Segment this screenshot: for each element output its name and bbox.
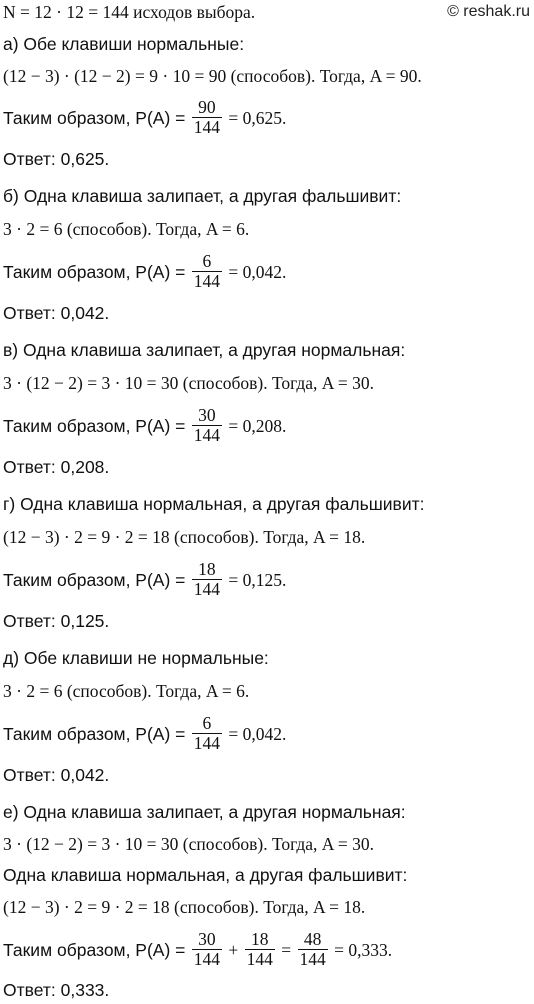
section-e-answer: Ответ: 0,333. (3, 980, 110, 1000)
section-d-calc: 3 · 2 = 6 (способов). Тогда, A = 6. (3, 681, 250, 701)
probability-prefix: Таким образом, P(A) = (3, 107, 186, 128)
section-v-answer: Ответ: 0,208. (3, 457, 110, 477)
section-g-probability (3, 556, 532, 600)
section-v-calc: 3 · (12 − 2) = 3 · 10 = 30 (способов). Тогда, A = 30. (3, 373, 374, 393)
probability-fraction (192, 714, 222, 753)
section-e-subtitle: Одна клавиша нормальная, а другая фальшивит: (3, 865, 408, 885)
probability-prefix: Таким образом, P(A) = (3, 569, 186, 590)
probability-prefix: Таким образом, P(A) = (3, 723, 186, 744)
section-e-probability (3, 926, 532, 970)
section-a-answer: Ответ: 0,625. (3, 149, 110, 169)
probability-prefix: Таким образом, P(A) = (3, 939, 186, 960)
probability-fraction-2 (245, 930, 275, 969)
probability-result: = 0,625. (228, 107, 287, 128)
fraction-denominator: 144 (193, 117, 221, 138)
probability-result: = 0,042. (228, 261, 287, 282)
fraction-numerator: 18 (245, 930, 275, 950)
fraction-denominator: 144 (299, 949, 326, 970)
probability-fraction (192, 560, 222, 599)
equals-sign: = (281, 939, 292, 960)
section-e-title: е) Одна клавиша залипает, а другая нормальная: (3, 802, 406, 822)
plus-sign: + (228, 939, 239, 960)
fraction-denominator: 144 (193, 425, 221, 446)
section-b-answer: Ответ: 0,042. (3, 303, 110, 323)
probability-fraction-3 (298, 930, 328, 969)
probability-fraction (192, 252, 222, 291)
probability-prefix: Таким образом, P(A) = (3, 261, 186, 282)
section-d-title: д) Обе клавиши не нормальные: (3, 648, 269, 668)
fraction-numerator: 48 (298, 930, 328, 950)
probability-result: = 0,333. (334, 939, 393, 960)
fraction-numerator: 6 (192, 252, 222, 272)
section-g-answer: Ответ: 0,125. (3, 611, 110, 631)
probability-fraction (192, 406, 222, 445)
fraction-denominator: 144 (246, 949, 273, 970)
probability-result: = 0,208. (228, 415, 287, 436)
fraction-denominator: 144 (193, 271, 221, 292)
fraction-numerator: 18 (192, 560, 222, 580)
fraction-denominator: 144 (193, 579, 221, 600)
fraction-numerator: 90 (192, 98, 222, 118)
probability-fraction (192, 98, 222, 137)
probability-prefix: Таким образом, P(A) = (3, 415, 186, 436)
section-d-answer: Ответ: 0,042. (3, 765, 110, 785)
section-a-title: а) Обе клавиши нормальные: (3, 34, 245, 54)
probability-result: = 0,042. (228, 723, 287, 744)
fraction-denominator: 144 (193, 949, 221, 970)
fraction-numerator: 6 (192, 714, 222, 734)
probability-fraction-1 (192, 930, 222, 969)
section-g-calc: (12 − 3) · 2 = 9 · 2 = 18 (способов). Тогда, A = 18. (3, 527, 366, 547)
fraction-numerator: 30 (192, 406, 222, 426)
section-b-probability (3, 248, 532, 292)
source-watermark: © reshak.ru (447, 3, 530, 20)
section-v-title: в) Одна клавиша залипает, а другая нормальная: (3, 340, 406, 360)
fraction-denominator: 144 (193, 733, 221, 754)
probability-result: = 0,125. (228, 569, 287, 590)
section-b-calc: 3 · 2 = 6 (способов). Тогда, A = 6. (3, 219, 250, 239)
section-a-calc: (12 − 3) · (12 − 2) = 9 · 10 = 90 (способов). Тогда, A = 90. (3, 66, 422, 86)
section-b-title: б) Одна клавиша залипает, а другая фальшивит: (3, 186, 402, 206)
section-d-probability (3, 710, 532, 754)
section-g-title: г) Одна клавиша нормальная, а другая фальшивит: (3, 494, 425, 514)
total-outcomes-text: N = 12 · 12 = 144 исходов выбора. (3, 2, 256, 22)
section-e-calc-2: (12 − 3) · 2 = 9 · 2 = 18 (способов). Тогда, A = 18. (3, 897, 366, 917)
fraction-numerator: 30 (192, 930, 222, 950)
section-e-calc-1: 3 · (12 − 2) = 3 · 10 = 30 (способов). Тогда, A = 30. (3, 834, 374, 854)
section-a-probability (3, 94, 532, 138)
section-v-probability (3, 402, 532, 446)
